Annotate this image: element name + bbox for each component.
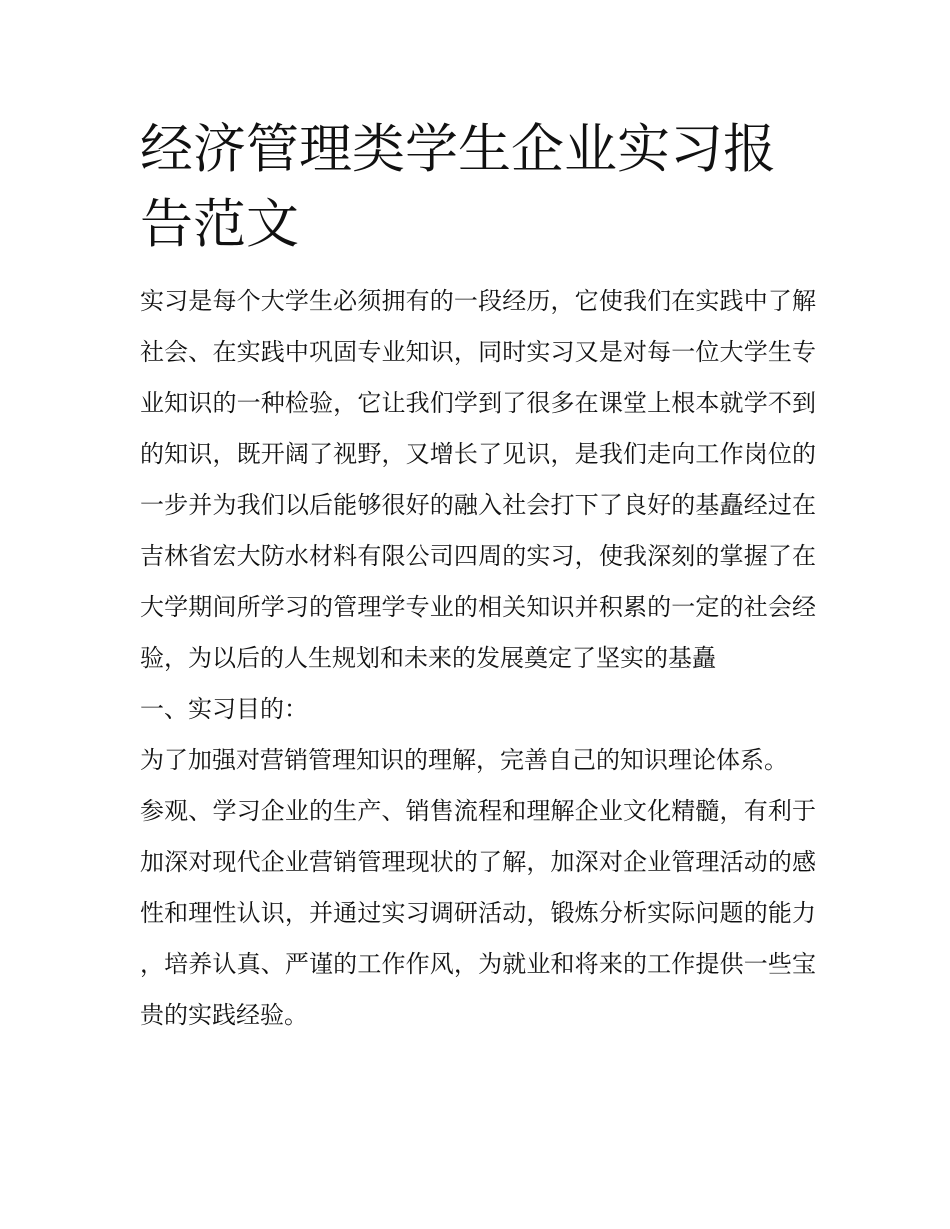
section-heading-purpose: 一、实习目的： bbox=[140, 695, 308, 723]
purpose-paragraph-2: 参观、学习企业的生产、销售流程和理解企业文化精髓，有利于加深对现代企业营销管理现状的了解，加深对企业管理活动的感性和理性认识，并通过实习调研活动，锻炼分析实际问题的能力，培养认真、严谨的工作作风，为就业和将来的工作提供一些宝贵的实践经验。 bbox=[140, 797, 816, 1029]
purpose-paragraph-1: 为了加强对营销管理知识的理解，完善自己的知识理论体系。 bbox=[140, 746, 788, 774]
document-body bbox=[140, 276, 816, 1041]
intro-paragraph: 实习是每个大学生必须拥有的一段经历，它使我们在实践中了解社会、在实践中巩固专业知识，同时实习又是对每一位大学生专业知识的一种检验，它让我们学到了很多在课堂上根本就学不到的知识，既开阔了视野，又增长了见识，是我们走向工作岗位的一步并为我们以后能够很好的融入社会打下了良好的基矗经过在吉林省宏大防水材料有限公司四周的实习，使我深刻的掌握了在大学期间所学习的管理学专业的相关知识并积累的一定的社会经验，为以后的人生规划和未来的发展奠定了坚实的基矗 bbox=[140, 287, 816, 672]
document-title: 经济管理类学生企业实习报告范文 bbox=[140, 119, 776, 255]
